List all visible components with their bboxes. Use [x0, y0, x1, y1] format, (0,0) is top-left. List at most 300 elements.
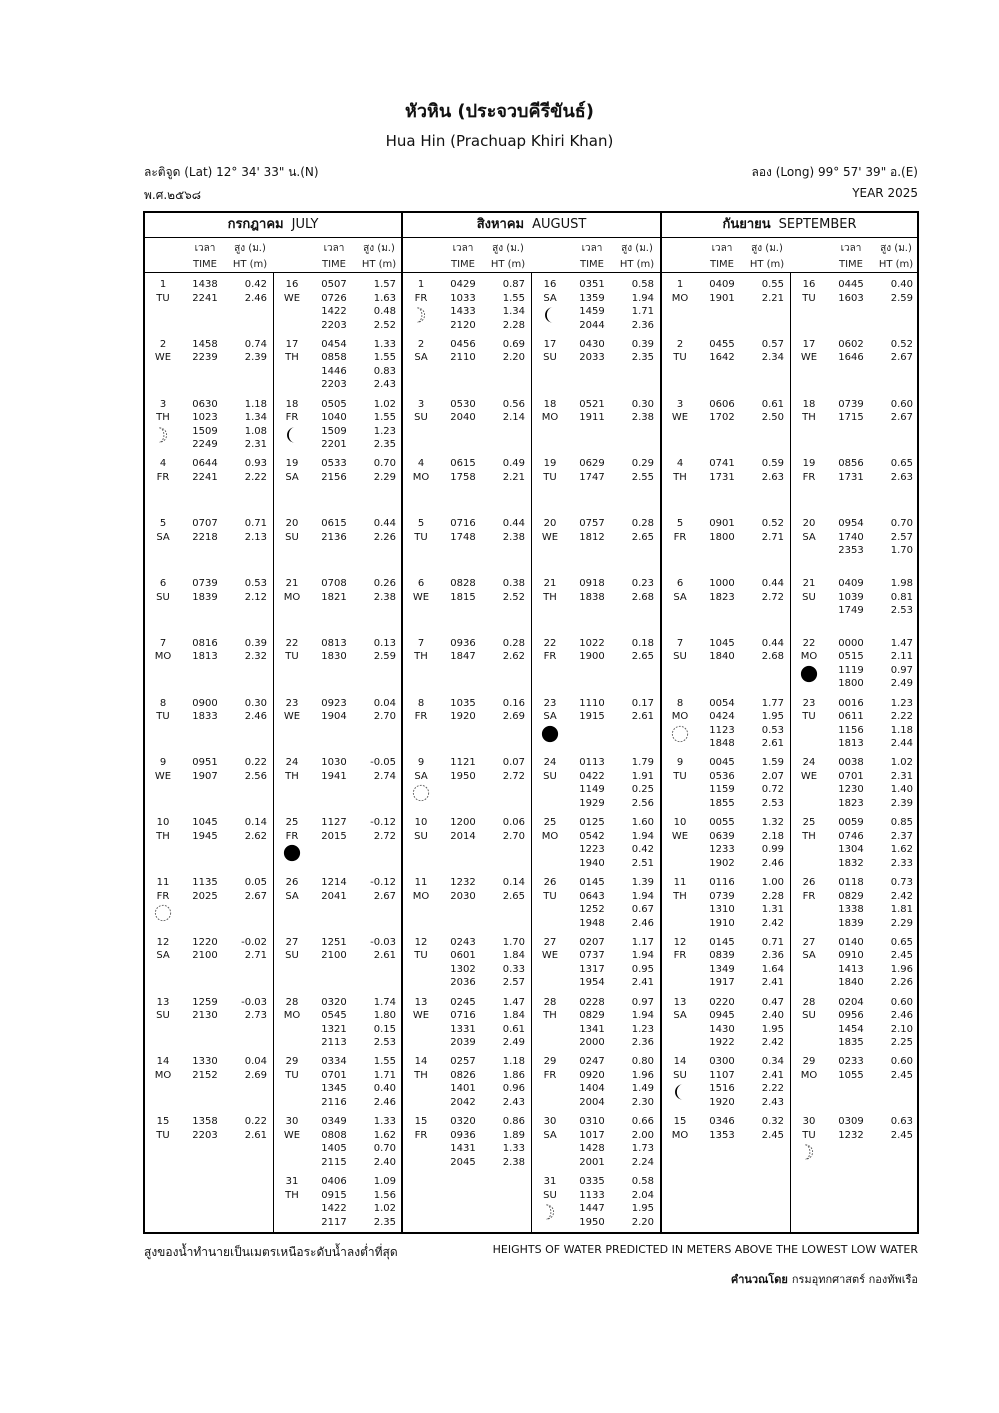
tide-height: 2.41 — [761, 977, 784, 989]
tide-time: 0257 — [450, 1056, 476, 1068]
tide-time: 1902 — [709, 857, 735, 869]
tide-time: 1911 — [579, 412, 605, 424]
tide-time: 1945 — [192, 830, 218, 842]
tide-heights — [614, 577, 654, 604]
day-label — [795, 936, 823, 963]
tide-heights — [744, 278, 784, 305]
tide-time: 1702 — [709, 412, 735, 424]
tide-time: 1459 — [579, 306, 605, 317]
day-label — [666, 876, 694, 903]
tide-time: 2100 — [321, 950, 347, 962]
tide-time: 0542 — [579, 830, 605, 842]
tide-height: 2.49 — [502, 1037, 525, 1049]
day-label — [407, 996, 435, 1023]
tide-time: 0507 — [321, 279, 347, 290]
credit-line — [731, 1270, 918, 1288]
day-entry — [145, 691, 273, 751]
day-label — [536, 398, 564, 425]
tide-height: 0.34 — [761, 1056, 784, 1068]
tide-height: 1.94 — [631, 292, 654, 304]
tide-time: 1830 — [321, 651, 347, 663]
tide-time: 0739 — [192, 578, 218, 589]
tide-time: 0708 — [321, 578, 347, 589]
tide-time: 1349 — [709, 963, 735, 975]
tide-time: 1230 — [838, 784, 864, 796]
day-entry — [145, 571, 273, 631]
tide-height: 2.52 — [373, 319, 396, 331]
tide-time: 1941 — [321, 770, 347, 782]
day-label — [407, 936, 435, 963]
day-label — [666, 936, 694, 963]
day-number: 15 — [673, 1116, 687, 1128]
tide-height: 2.49 — [890, 678, 913, 690]
tide-height: 1.39 — [631, 877, 654, 888]
day-label — [795, 1115, 823, 1142]
tide-time: 1758 — [450, 471, 476, 483]
tide-height: 2.72 — [502, 770, 525, 782]
tide-times — [312, 1175, 356, 1229]
day-number: 25 — [285, 817, 299, 829]
day-entry — [145, 810, 273, 870]
tide-time: 0228 — [579, 996, 605, 1008]
tide-height: 2.57 — [502, 977, 525, 989]
credit-organization: กรมอุทกศาสตร์ กองทัพเรือ — [791, 1273, 918, 1286]
tide-times — [441, 278, 485, 332]
day-number: 18 — [285, 398, 299, 410]
tide-time: 1233 — [709, 844, 735, 856]
tide-heights — [873, 398, 913, 425]
tide-time: 1110 — [579, 697, 605, 709]
tide-time: 1055 — [838, 1069, 864, 1081]
tide-height: 2.41 — [761, 1069, 784, 1081]
day-number: 27 — [543, 936, 557, 948]
day-number: 14 — [673, 1056, 687, 1068]
day-number: 2 — [676, 338, 684, 350]
page-title-thai: หัวหิน (ประจวบคีรีขันธ์) — [404, 101, 594, 122]
day-entry — [145, 930, 273, 990]
weekday: WE — [283, 1129, 301, 1141]
day-number: 9 — [676, 757, 684, 769]
tide-height: 1.59 — [761, 757, 784, 769]
day-label — [536, 876, 564, 903]
weekday: WE — [154, 352, 172, 364]
day-label — [149, 1055, 177, 1082]
day-number: 6 — [159, 578, 167, 589]
tide-height: 2.43 — [761, 1096, 784, 1108]
tide-heights — [614, 936, 654, 990]
tide-times — [570, 577, 614, 604]
tide-height: 0.52 — [761, 518, 784, 530]
tide-time: 1948 — [579, 917, 605, 929]
tide-time: 2136 — [321, 531, 347, 543]
tide-time: 1413 — [838, 963, 864, 975]
tide-height: 2.31 — [244, 439, 267, 451]
time-header-english: TIME — [579, 259, 604, 270]
weekday: MO — [671, 711, 689, 723]
day-entry — [403, 392, 531, 452]
day-label — [149, 517, 177, 544]
time-column-header — [700, 241, 744, 273]
day-label — [407, 876, 435, 903]
tide-heights — [873, 278, 913, 305]
weekday: TH — [673, 890, 687, 902]
tide-time: 0816 — [192, 637, 218, 649]
tide-time: 1749 — [838, 605, 864, 616]
tide-heights — [744, 756, 784, 810]
tide-time: 0456 — [450, 338, 476, 350]
tide-time: 1748 — [450, 531, 476, 543]
weekday: SA — [543, 292, 557, 304]
tide-times — [570, 697, 614, 724]
day-entry — [145, 990, 273, 1050]
weekday: TU — [156, 1129, 170, 1141]
tide-height: 2.74 — [373, 770, 396, 782]
day-label — [278, 936, 306, 963]
tide-height: 1.49 — [631, 1083, 654, 1095]
tide-time: 1800 — [709, 531, 735, 543]
weekday: SU — [156, 1010, 170, 1022]
tide-time: 1821 — [321, 591, 347, 603]
tide-height: 2.38 — [502, 1156, 525, 1168]
tide-time: 1922 — [709, 1037, 735, 1049]
day-entry — [662, 870, 790, 930]
tide-times — [183, 398, 227, 452]
tide-time: 2130 — [192, 1010, 218, 1022]
tide-time: 1920 — [709, 1096, 735, 1108]
tide-heights — [485, 1115, 525, 1169]
tide-time: 0741 — [709, 458, 735, 470]
tide-height: 1.95 — [631, 1203, 654, 1214]
day-label — [536, 1175, 564, 1202]
tide-height: 0.42 — [244, 279, 267, 290]
day-number: 26 — [802, 877, 816, 888]
tide-time: 1330 — [192, 1056, 218, 1068]
day-number: 29 — [285, 1056, 299, 1068]
tide-height: 1.32 — [761, 817, 784, 829]
day-number: 15 — [414, 1116, 428, 1128]
tide-time: 1017 — [579, 1129, 605, 1141]
time-header-english: TIME — [838, 259, 863, 270]
tide-height: 2.61 — [631, 711, 654, 723]
first-quarter-moon-icon — [541, 1203, 559, 1221]
day-entry — [662, 930, 790, 990]
tide-time: 0639 — [709, 830, 735, 842]
tide-times — [700, 338, 744, 365]
tide-heights — [744, 1115, 784, 1142]
weekday: SU — [673, 1069, 687, 1081]
footnote-english: HEIGHTS OF WATER PREDICTED IN METERS ABOVE THE LOWEST LOW WATER — [492, 1243, 918, 1256]
tide-heights — [485, 457, 525, 484]
tide-heights — [744, 1055, 784, 1109]
day-label — [149, 457, 177, 484]
tide-height: 2.18 — [761, 830, 784, 842]
day-entry — [662, 1049, 790, 1109]
tide-heights — [227, 457, 267, 484]
weekday: MO — [412, 471, 430, 483]
tide-height: 2.20 — [502, 352, 525, 364]
tide-time: 1430 — [709, 1023, 735, 1035]
weekday: FR — [414, 1129, 428, 1141]
tide-heights — [356, 816, 396, 843]
month-name-english: JULY — [291, 217, 319, 232]
tide-times — [829, 936, 873, 990]
tide-times — [829, 697, 873, 751]
tide-time: 0309 — [838, 1116, 864, 1128]
tide-time: 1907 — [192, 770, 218, 782]
tide-times — [312, 996, 356, 1050]
tide-time: 0644 — [192, 458, 218, 470]
tide-heights — [744, 996, 784, 1050]
tide-time: 1917 — [709, 977, 735, 989]
tide-height: 2.04 — [631, 1189, 654, 1201]
tide-time: 1839 — [838, 917, 864, 929]
tide-times — [441, 577, 485, 604]
day-entry — [662, 451, 790, 511]
day-entry — [403, 930, 531, 990]
tide-height: 2.59 — [890, 292, 913, 304]
tide-time: 1404 — [579, 1083, 605, 1095]
weekday: TU — [673, 770, 687, 782]
day-entry — [532, 272, 660, 332]
day-label — [149, 936, 177, 963]
day-number: 11 — [414, 877, 428, 888]
tide-time: 1035 — [450, 697, 476, 709]
tide-heights — [356, 338, 396, 392]
day-entry — [791, 392, 917, 452]
tide-height: 2.68 — [631, 591, 654, 603]
day-entry — [274, 511, 401, 571]
day-number: 14 — [156, 1056, 170, 1068]
tide-times — [441, 1115, 485, 1169]
tide-times — [829, 756, 873, 810]
day-entry — [274, 750, 401, 810]
height-header-english: HT (m) — [361, 259, 397, 270]
day-number: 7 — [676, 637, 684, 649]
day-number: 21 — [802, 578, 816, 589]
day-number: 2 — [159, 338, 167, 350]
tide-height: 2.46 — [890, 1010, 913, 1022]
day-label — [278, 697, 306, 724]
tide-times — [570, 816, 614, 870]
tide-height: 0.65 — [890, 936, 913, 948]
day-label — [278, 338, 306, 365]
tide-times — [312, 517, 356, 544]
day-label — [278, 996, 306, 1023]
weekday: WE — [541, 950, 559, 962]
day-number: 11 — [673, 877, 687, 888]
day-label — [149, 996, 177, 1023]
tide-time: 2025 — [192, 890, 218, 902]
tide-time: 1200 — [450, 817, 476, 829]
weekday: TH — [802, 412, 816, 424]
time-header-english: TIME — [709, 259, 734, 270]
tide-time: 0915 — [321, 1189, 347, 1201]
day-label — [149, 637, 177, 664]
tide-time: 0856 — [838, 458, 864, 470]
day-label — [795, 398, 823, 425]
day-entry — [145, 451, 273, 511]
weekday: SU — [802, 591, 816, 603]
weekday: TH — [156, 830, 170, 842]
tide-time: 2241 — [192, 292, 218, 304]
tide-time: 0701 — [838, 770, 864, 782]
height-header-english: HT (m) — [619, 259, 655, 270]
tide-height: 1.23 — [890, 697, 913, 709]
tide-height: -0.02 — [241, 936, 267, 948]
tide-times — [183, 338, 227, 365]
tide-times — [829, 577, 873, 618]
day-number: 21 — [285, 578, 299, 589]
tide-time: 2004 — [579, 1096, 605, 1108]
tide-height: 0.33 — [502, 963, 525, 975]
day-entry — [274, 631, 401, 691]
tide-times — [312, 1115, 356, 1169]
day-entry — [532, 1169, 660, 1229]
tide-times — [312, 1055, 356, 1109]
tide-time: 1747 — [579, 471, 605, 483]
tide-time: 1823 — [709, 591, 735, 603]
tide-height: 0.56 — [502, 398, 525, 410]
tide-time: 0430 — [579, 338, 605, 350]
tide-height: 2.63 — [761, 471, 784, 483]
weekday: SU — [414, 830, 428, 842]
tide-height: 1.47 — [502, 996, 525, 1008]
days-1-15 — [145, 272, 274, 1232]
tide-height: 0.15 — [373, 1023, 396, 1035]
tide-height: 2.53 — [373, 1037, 396, 1049]
weekday: FR — [543, 1069, 557, 1081]
tide-height: 2.10 — [890, 1023, 913, 1035]
tide-height: 0.57 — [761, 338, 784, 350]
tide-time: 0936 — [450, 637, 476, 649]
tide-time: 1359 — [579, 292, 605, 304]
day-label — [666, 278, 694, 305]
tide-height: 0.25 — [631, 784, 654, 796]
weekday: WE — [283, 292, 301, 304]
day-number: 12 — [414, 936, 428, 948]
day-number: 16 — [802, 279, 816, 290]
tide-height: 2.61 — [373, 950, 396, 962]
tide-times — [570, 996, 614, 1050]
tide-heights — [356, 517, 396, 544]
tide-height: 1.60 — [631, 817, 654, 829]
day-label — [666, 457, 694, 484]
day-number: 12 — [673, 936, 687, 948]
tide-heights — [873, 577, 913, 618]
tide-time: 0406 — [321, 1176, 347, 1187]
tide-height: 0.61 — [502, 1023, 525, 1035]
tide-time: 2203 — [321, 319, 347, 331]
full-moon-icon — [154, 904, 172, 922]
tide-time: 1045 — [709, 637, 735, 649]
tide-height: 1.81 — [890, 904, 913, 915]
tide-time: 0521 — [579, 398, 605, 410]
tide-time: 0000 — [838, 637, 864, 649]
day-number: 10 — [673, 817, 687, 829]
day-number: 30 — [802, 1116, 816, 1128]
day-number: 7 — [159, 637, 167, 649]
height-header-english: HT (m) — [749, 259, 785, 270]
tide-heights — [356, 876, 396, 903]
tide-time: 0320 — [321, 996, 347, 1008]
tide-time: 1123 — [709, 724, 735, 736]
day-number: 8 — [417, 697, 425, 709]
tide-times — [441, 936, 485, 990]
tide-height: 1.71 — [631, 306, 654, 317]
tide-time: 1950 — [450, 770, 476, 782]
tide-height: 2.61 — [244, 1129, 267, 1141]
day-number: 29 — [802, 1056, 816, 1068]
weekday: TU — [285, 651, 299, 663]
tide-times — [183, 1055, 227, 1082]
tide-time: 0335 — [579, 1176, 605, 1187]
tide-heights — [873, 457, 913, 484]
tide-height: 0.04 — [244, 1056, 267, 1068]
tide-times — [183, 697, 227, 724]
day-label — [536, 577, 564, 604]
tide-time: 1232 — [838, 1129, 864, 1141]
tide-times — [700, 637, 744, 664]
tide-height: 0.55 — [761, 279, 784, 290]
day-label — [407, 756, 435, 783]
tide-time: 1740 — [838, 531, 864, 543]
weekday: MO — [154, 651, 172, 663]
tide-height: 1.77 — [761, 697, 784, 709]
tide-times — [441, 457, 485, 484]
tide-height: 0.72 — [761, 784, 784, 796]
weekday: WE — [671, 830, 689, 842]
tide-time: 0956 — [838, 1010, 864, 1022]
tide-height: 1.55 — [373, 412, 396, 424]
tide-time: 0602 — [838, 338, 864, 350]
day-label — [795, 876, 823, 903]
day-entry — [532, 870, 660, 930]
tide-height: 0.40 — [890, 279, 913, 290]
tide-height: 0.81 — [890, 591, 913, 603]
day-label — [795, 457, 823, 484]
tide-height: 2.65 — [631, 651, 654, 663]
tide-height: 0.39 — [244, 637, 267, 649]
tide-height: 0.97 — [631, 996, 654, 1008]
day-entry — [791, 750, 917, 810]
tide-height: 0.14 — [244, 817, 267, 829]
day-entry — [145, 1049, 273, 1109]
tide-time: 2218 — [192, 531, 218, 543]
height-column-header — [227, 241, 273, 273]
tide-height: 2.46 — [761, 857, 784, 869]
tide-time: 2041 — [321, 890, 347, 902]
day-label — [407, 457, 435, 484]
day-entry — [532, 451, 660, 511]
tide-times — [829, 1115, 873, 1142]
day-number: 20 — [543, 518, 557, 530]
height-header-english: HT (m) — [490, 259, 526, 270]
tide-time: 0145 — [709, 936, 735, 948]
tide-time: 2040 — [450, 412, 476, 424]
weekday: SA — [285, 890, 299, 902]
tide-time: 1030 — [321, 757, 347, 769]
last-quarter-moon-icon — [283, 426, 301, 444]
tide-time: 2001 — [579, 1156, 605, 1168]
tide-times — [570, 517, 614, 544]
tide-height: 1.94 — [631, 890, 654, 902]
tide-time: 0310 — [579, 1116, 605, 1128]
tide-times — [829, 338, 873, 365]
day-number: 8 — [159, 697, 167, 709]
tide-heights — [356, 1115, 396, 1169]
tide-heights — [356, 1055, 396, 1109]
tide-height: 1.40 — [890, 784, 913, 796]
